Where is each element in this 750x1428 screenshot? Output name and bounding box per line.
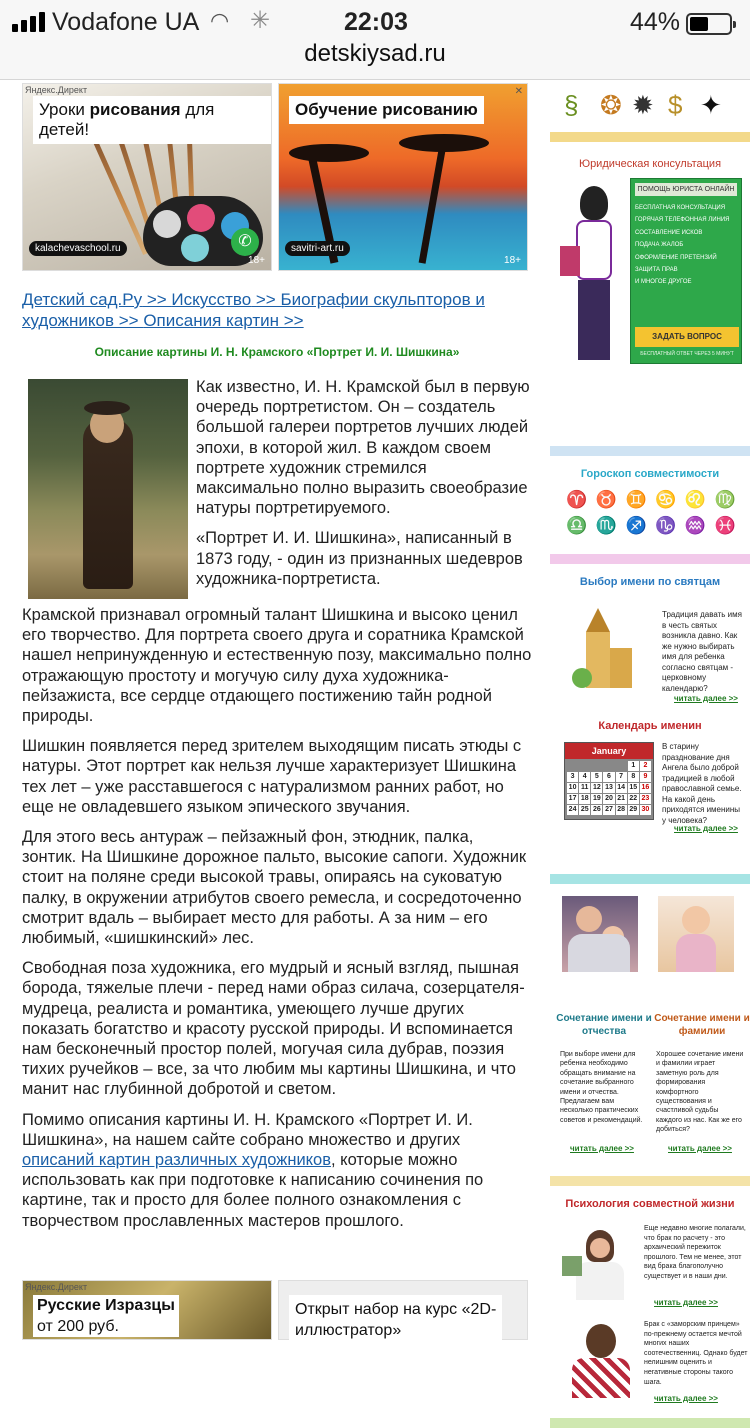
- capricorn-icon[interactable]: ♑: [655, 516, 677, 535]
- zodiac-grid: [562, 490, 740, 536]
- calendar-day: 6: [603, 772, 614, 782]
- ad-drawing-lessons[interactable]: [22, 83, 272, 271]
- patronymic-more-link[interactable]: читать далее >>: [570, 1144, 634, 1153]
- ad-drawing-course[interactable]: [278, 83, 528, 271]
- calendar-title: Календарь именин: [598, 720, 702, 732]
- surname-more-link[interactable]: читать далее >>: [668, 1144, 732, 1153]
- browser-top-bar: [0, 0, 750, 80]
- calendar-text: В старину празднование дня Ангела было доброй традицией в любой православной семье. На какой день приходятся именины у человека?: [662, 742, 742, 825]
- patronymic-title[interactable]: Сочетание имени и отчества: [556, 1013, 652, 1037]
- paragraph: «Портрет И. И. Шишкина», написанный в 1873 году, - один из признанных шедевров художника-портретиста.: [196, 529, 523, 588]
- age-rating: 18+: [248, 255, 265, 266]
- psychology-block: [550, 1186, 750, 1418]
- scorpio-icon[interactable]: ♏: [595, 516, 618, 535]
- saints-more-link[interactable]: читать далее >>: [674, 694, 738, 703]
- legal-items: БЕСПЛАТНАЯ КОНСУЛЬТАЦИЯ ГОРЯЧАЯ ТЕЛЕФОННАЯ ЛИНИЯ СОСТАВЛЕНИЕ ИСКОВ ПОДАЧА ЖАЛОБ ОФОРМЛЕНИЕ ПРЕТЕНЗИЙ ЗАЩИТА ПРАВ И МНОГОЕ ДРУГОЕ: [635, 205, 730, 286]
- psychology-more-link-2[interactable]: читать далее >>: [654, 1394, 718, 1403]
- money-icon[interactable]: $: [668, 90, 683, 120]
- calendar-day: 22: [629, 795, 638, 802]
- calendar-day: 27: [605, 806, 613, 813]
- paragraph: Как известно, И. Н. Крамской был в первую очередь портретистом. Он – создатель большой галереи портретов лучших людей эпохи, в которой жил. В каждом своем портрете художник стремился максимально полно выразить своеобразие натуры портретируемого.: [196, 378, 530, 518]
- man-photo: [562, 1320, 638, 1400]
- ad-label: Яндекс.Директ: [25, 1282, 88, 1292]
- taurus-icon[interactable]: ♉: [595, 490, 618, 509]
- leo-icon[interactable]: ♌: [684, 490, 707, 509]
- ad-site: kalachevaschool.ru: [29, 241, 127, 256]
- virgo-icon[interactable]: ♍: [714, 490, 736, 509]
- calendar-day: 5: [591, 772, 602, 782]
- ask-question-button[interactable]: ЗАДАТЬ ВОПРОС: [635, 327, 739, 347]
- breadcrumb-sep: >>: [251, 290, 281, 309]
- calendar-day: 3: [567, 772, 578, 782]
- calendar-day: [591, 761, 602, 771]
- main-content: [22, 80, 532, 1241]
- ad-headline: Уроки рисования для детей!: [33, 96, 271, 144]
- calendar-day: [603, 761, 614, 771]
- calendar-day: 7: [616, 772, 627, 782]
- breadcrumb-kindergarten[interactable]: Детский сад.Ру: [22, 290, 143, 309]
- legal-title: Юридическая консультация: [578, 158, 722, 170]
- aquarius-icon[interactable]: ♒: [684, 516, 707, 535]
- breadcrumb: [22, 289, 532, 331]
- calendar-day: 10: [568, 784, 577, 791]
- surname-title[interactable]: Сочетание имени и фамилии: [654, 1013, 750, 1037]
- palm-image-2: [419, 144, 447, 263]
- palm-leaves-2: [399, 134, 489, 152]
- spider-icon[interactable]: ✹: [632, 90, 654, 120]
- psychology-title: Психология совместной жизни: [565, 1198, 735, 1210]
- clock: 22:03: [344, 8, 408, 36]
- pisces-icon[interactable]: ♓: [714, 516, 736, 535]
- legal-footnote: БЕСПЛАТНЫЙ ОТВЕТ ЧЕРЕЗ 5 МИНУТ: [640, 351, 734, 357]
- ad-site: savitri-art.ru: [285, 241, 350, 256]
- loading-icon: ✳: [250, 7, 271, 34]
- carrier-name: Vodafone UA: [52, 8, 200, 36]
- saints-title: Выбор имени по святцам: [579, 576, 721, 588]
- sagittarius-icon[interactable]: ♐: [625, 516, 647, 535]
- divider: [550, 1418, 750, 1428]
- calendar-day: 1: [628, 761, 639, 771]
- calendar-day: 14: [617, 784, 626, 791]
- surname-text: Хорошее сочетание имени и фамилии играет заметную роль для формирования комфортного существования и счастливой судьбы каждого из нас. Как же его добиться?: [656, 1051, 744, 1134]
- battery-percent: 44%: [630, 8, 681, 36]
- ad-label: Яндекс.Директ: [25, 85, 88, 95]
- palm-leaves: [289, 144, 369, 162]
- phone-icon[interactable]: ✆: [231, 228, 259, 256]
- calendar-day: 26: [592, 806, 601, 813]
- calendar-day: 16: [641, 784, 650, 791]
- woman-photo: [562, 1226, 638, 1302]
- libra-icon[interactable]: ♎: [566, 516, 588, 535]
- page-title: Описание картины И. Н. Крамского «Портрет И. И. Шишкина»: [94, 345, 460, 359]
- calendar-icon: January 1 2 3 4 5 6 7 8 9 10 11 12 13 14 15 16 17 18 19 20 21 22 23 24 25 26 27 28 29 30: [564, 742, 654, 820]
- ad-headline: Обучение рисованию: [289, 96, 484, 124]
- family-photo: [562, 896, 638, 972]
- article-body: [22, 377, 532, 1231]
- calendar-day: 9: [640, 772, 651, 782]
- breadcrumb-sep: >>: [114, 311, 144, 330]
- girl-photo: [658, 896, 734, 972]
- psychology-text-2: Брак с «заморским принцем» по-прежнему остается мечтой многих наших соотечественниц. Однако будет нелишним оценить и негативные стороны такого шага.: [644, 1321, 748, 1386]
- legal-banner-title: ПОМОЩЬ ЮРИСТА ОНЛАЙН: [635, 183, 737, 196]
- calendar-day: 24: [568, 806, 577, 813]
- calendar-day: 28: [617, 806, 626, 813]
- calendar-day: 20: [605, 795, 613, 802]
- age-rating: 18+: [504, 255, 521, 266]
- gemini-icon[interactable]: ♊: [625, 490, 647, 509]
- descriptions-link[interactable]: описаний картин различных художников: [22, 1151, 332, 1170]
- wifi-icon: ◠: [210, 8, 230, 33]
- name-combo-block: [550, 884, 750, 1153]
- calendar-day: 21: [617, 795, 626, 802]
- ad-headline: Русские Изразцы от 200 руб.: [33, 1295, 179, 1337]
- snake-icon[interactable]: §: [564, 90, 579, 120]
- breadcrumb-descriptions[interactable]: Описания картин: [143, 311, 280, 330]
- ad-tiles[interactable]: [22, 1280, 272, 1340]
- paragraph: Крамской признавал огромный талант Шишкина и высоко ценил его творчество. Для портрета своего друга и соратника Крамской нашел непринужденную и естественную позу, максимально полно отражающую простоту и могучую силу духа художника-пейзажиста, все сердце отдающего постижению тайн родной природы.: [22, 606, 532, 726]
- calendar-day: 11: [581, 784, 589, 791]
- top-ads: [22, 83, 532, 275]
- painting-image: [28, 379, 188, 599]
- calendar-day: [616, 761, 627, 771]
- calendar-day: 25: [580, 806, 589, 813]
- calendar-day: 18: [580, 795, 589, 802]
- divider: [550, 874, 750, 884]
- calendar-day: 17: [568, 795, 577, 802]
- church-illustration: [572, 608, 632, 688]
- psychology-text-1: Еще недавно многие полагали, что брак по расчету - это архаический пережиток прошлого. Тем не менее, этот вид брака благополучно существует и в наши дни.: [644, 1225, 746, 1280]
- names-block: [550, 564, 750, 840]
- saints-text: Традиция давать имя в честь святых возникла давно. Как же нужно выбирать имя для ребенка согласно святцам - церковному календарю?: [662, 610, 742, 693]
- calendar-day: [579, 761, 590, 771]
- status-bar: [0, 6, 750, 36]
- breadcrumb-biographies[interactable]: Биографии скульпторов и художников: [22, 290, 485, 330]
- calendar-day: 19: [592, 795, 601, 802]
- close-icon[interactable]: ✕: [514, 86, 523, 97]
- signal-icon: [12, 12, 45, 32]
- breadcrumb-sep: >>: [142, 290, 172, 309]
- calendar-day: 12: [592, 784, 601, 791]
- url-bar[interactable]: detskiysad.ru: [304, 40, 446, 67]
- breadcrumb-sep: >>: [279, 311, 304, 330]
- divider: [550, 1176, 750, 1186]
- sidebar: [550, 80, 750, 1428]
- calendar-day: [567, 761, 578, 771]
- horoscope-block[interactable]: [550, 456, 750, 554]
- divider: [550, 554, 750, 564]
- calendar-day: 4: [579, 772, 590, 782]
- psychology-more-link-1[interactable]: читать далее >>: [654, 1298, 718, 1307]
- patronymic-text: При выборе имени для ребенка необходимо обращать внимание на сочетание выбранного имени и отчества. Предлагаем вам несколько практических советов и рекомендаций.: [560, 1051, 643, 1124]
- lawyer-illustration: [560, 186, 628, 366]
- paragraph: Для этого весь антураж – пейзажный фон, этюдник, палка, зонтик. На Шишкине дорожное пальто, высокие сапоги. Художник стоит на поляне среди высокой травы, опираясь на суковатую палку, в окружении атрибутов своего ремесла, и сосредоточенно смотрит вдаль – выбирает место для работы. А за ним – его любимый, «шишкинский» лес.: [22, 828, 527, 948]
- calendar-day: 23: [641, 795, 650, 802]
- calendar-day: 2: [640, 761, 651, 771]
- raven-icon[interactable]: ✦: [700, 90, 722, 120]
- sidebar-icons: [550, 80, 750, 132]
- calendar-more-link[interactable]: читать далее >>: [674, 824, 738, 833]
- divider: [550, 446, 750, 456]
- paragraph: Шишкин появляется перед зрителем выходящим писать этюды с натуры. Этот портрет как нельзя лучше характеризует Шишкина тех лет – уже расставшегося с натурализмом ранних работ, но еще не овладевшего языком эпического звучания.: [22, 737, 522, 816]
- breadcrumb-art[interactable]: Искусство: [171, 290, 252, 309]
- paragraph: Помимо описания картины И. Н. Крамского «Портрет И. И. Шишкина», на нашем сайте собрано множество и других описаний картин различных художников, которые можно использовать как при подготовке к написанию сочинения по картине, так и просто для более полного ознакомления с творчеством прославленных мастеров прошлого.: [22, 1110, 484, 1230]
- calendar-day: 13: [605, 784, 613, 791]
- legal-banner[interactable]: [630, 178, 742, 364]
- calendar-day: 29: [629, 806, 638, 813]
- cancer-icon[interactable]: ♋: [655, 490, 677, 509]
- aries-icon[interactable]: ♈: [566, 490, 588, 509]
- calendar-day: 15: [629, 784, 638, 791]
- paragraph: Свободная поза художника, его мудрый и ясный взгляд, пышная борода, тяжелые плечи - перед нами образ силача, созерцателя-мудреца, реалиста и романтика, умеющего лучше других показать богатство и красоту русской природы. И вспоминается нам бесконечный простор полей, могучая сила дубрав, поэзия тихих ручейков – все, за что любим мы картины Шишкина, и что манит нас глубинной добротой и светом.: [22, 959, 525, 1099]
- bottom-ads: [22, 1280, 532, 1340]
- ad-headline: Открыт набор на курс «2D- иллюстратор»: [289, 1295, 502, 1345]
- battery-icon: [686, 13, 732, 35]
- calendar-day: 30: [641, 806, 650, 813]
- legal-block[interactable]: [550, 142, 750, 382]
- divider: [550, 132, 750, 142]
- calendar-day: 8: [628, 772, 639, 782]
- horoscope-title: Гороскоп совместимости: [580, 468, 720, 480]
- ad-illustrator-course[interactable]: [278, 1280, 528, 1340]
- cat-icon[interactable]: ❂: [600, 90, 622, 120]
